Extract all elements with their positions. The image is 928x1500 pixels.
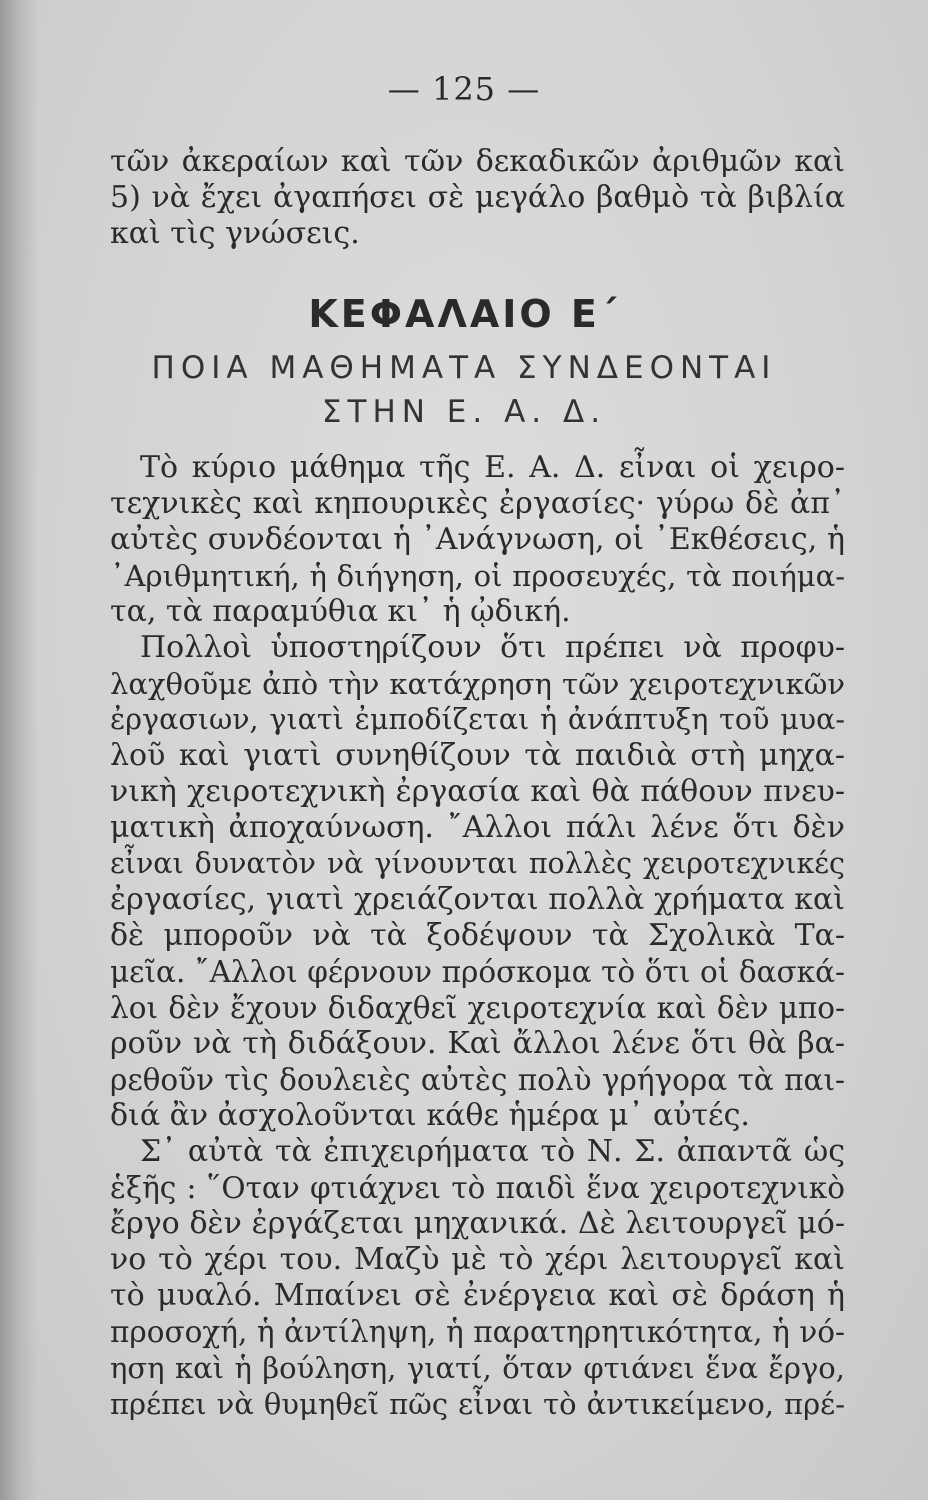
paragraph-1 — [110, 450, 845, 630]
text-line: Τὸ κύριο μάθημα τῆς Ε. Α. Δ. εἶναι οἱ χειρο- — [140, 450, 845, 485]
text-line: ᾿Αριθμητική, ἡ διήγηση, οἱ προσευχές, τὰ ποιήμα- — [110, 559, 845, 593]
page-gutter-shadow — [0, 0, 38, 1500]
text-line: ἑξῆς : ῞Οταν φτιάχνει τὸ παιδὶ ἕνα χειροτεχνικὸ — [110, 1171, 845, 1205]
text-line: νο τὸ χέρι του. Μαζὺ μὲ τὸ χέρι λειτουργεῖ καὶ — [110, 1242, 845, 1277]
text-line: τεχνικὲς καὶ κηπουρικὲς ἐργασίες· γύρω δὲ ἀπ᾿ — [110, 486, 845, 521]
text-line: τα, τὰ παραμύθια κι᾿ ἡ ᾠδική. — [110, 594, 571, 629]
text-line: ματικὴ ἀποχαύνωση. ῎Αλλοι πάλι λένε ὅτι δὲν — [110, 810, 845, 845]
text-line: μεῖα. ῎Αλλοι φέρνουν πρόσκομα τὸ ὅτι οἱ δασκά- — [110, 955, 845, 989]
text-line: δὲ μποροῦν νὰ τὰ ξοδέψουν τὰ Σχολικὰ Τα- — [110, 918, 845, 953]
text-line: 5) νὰ ἔχει ἀγαπήσει σὲ μεγάλο βαθμὸ τὰ βιβλία — [110, 180, 845, 215]
text-line: λοῦ καὶ γιατὶ συνηθίζουν τὰ παιδιὰ στὴ μηχα- — [110, 738, 845, 773]
text-line: ἔργο δὲν ἐργάζεται μηχανικά. Δὲ λειτουργεῖ μό- — [110, 1206, 845, 1241]
text-line: ἐργασιων, γιατὶ ἐμποδίζεται ἡ ἀνάπτυξη τοῦ μυα- — [110, 703, 845, 736]
text-line: πρέπει νὰ θυμηθεῖ πῶς εἶναι τὸ ἀντικείμενο, πρέ- — [110, 1387, 845, 1421]
text-line: νικὴ χειροτεχνικὴ ἐργασία καὶ θὰ πάθουν πνευ- — [110, 774, 845, 809]
text-line: προσοχή, ἡ ἀντίληψη, ἡ παρατηρητικότητα, ἡ νό- — [110, 1315, 845, 1349]
text-line: Σ᾿ αὐτὰ τὰ ἐπιχειρήματα τὸ Ν. Σ. ἀπαντᾶ ὡς — [140, 1134, 845, 1169]
text-line: διά ἂν ἀσχολοῦνται κάθε ἡμέρα μ᾿ αὐτές. — [110, 1098, 750, 1133]
paragraph-3 — [110, 1134, 845, 1422]
chapter-title: ΚΕΦΑΛΑΙΟ Ε΄ — [308, 292, 620, 336]
text-line: ροῦν νὰ τὴ διδάξουν. Καὶ ἄλλοι λένε ὅτι θὰ βα- — [110, 1026, 845, 1061]
text-line: ηση καὶ ἡ βούληση, γιατί, ὅταν φτιάνει ἕνα ἔργο, — [110, 1351, 845, 1385]
page-number: — 125 — — [387, 70, 541, 108]
paragraph-2 — [110, 630, 845, 1134]
text-line: λαχθοῦμε ἀπὸ τὴν κατάχρηση τῶν χειροτεχνικῶν — [110, 667, 845, 701]
text-line: ἐργασίες, γιατὶ χρειάζονται πολλὰ χρήματα καὶ — [110, 882, 845, 917]
text-line: καὶ τὶς γνώσεις. — [110, 216, 360, 251]
intro-text — [110, 144, 845, 252]
text-line: λοι δὲν ἔχουν διδαχθεῖ χειροτεχνία καὶ δὲν μπο- — [110, 991, 845, 1025]
text-line: τὸ μυαλό. Μπαίνει σὲ ἐνέργεια καὶ σὲ δράση ἡ — [110, 1278, 845, 1313]
text-line: ρεθοῦν τὶς δουλειὲς αὐτὲς πολὺ γρήγορα τὰ παι- — [110, 1063, 845, 1097]
text-line: τῶν ἀκεραίων καὶ τῶν δεκαδικῶν ἀριθμῶν καὶ — [110, 144, 845, 179]
chapter-subtitle: ΠΟΙΑ ΜΑΘΗΜΑΤΑ ΣΥΝΔΕΟΝΤΑΙ — [151, 350, 777, 386]
text-line: αὐτὲς συνδέονται ἡ ᾿Ανάγνωση, οἱ ᾿Εκθέσεις, ἡ — [110, 522, 845, 557]
chapter-subtitle: ΣΤΗΝ Ε. Α. Δ. — [321, 394, 607, 430]
text-line: εἶναι δυνατὸν νὰ γίνουνται πολλὲς χειροτεχνικές — [110, 847, 845, 880]
text-line: Πολλοὶ ὑποστηρίζουν ὅτι πρέπει νὰ προφυ- — [140, 630, 845, 665]
